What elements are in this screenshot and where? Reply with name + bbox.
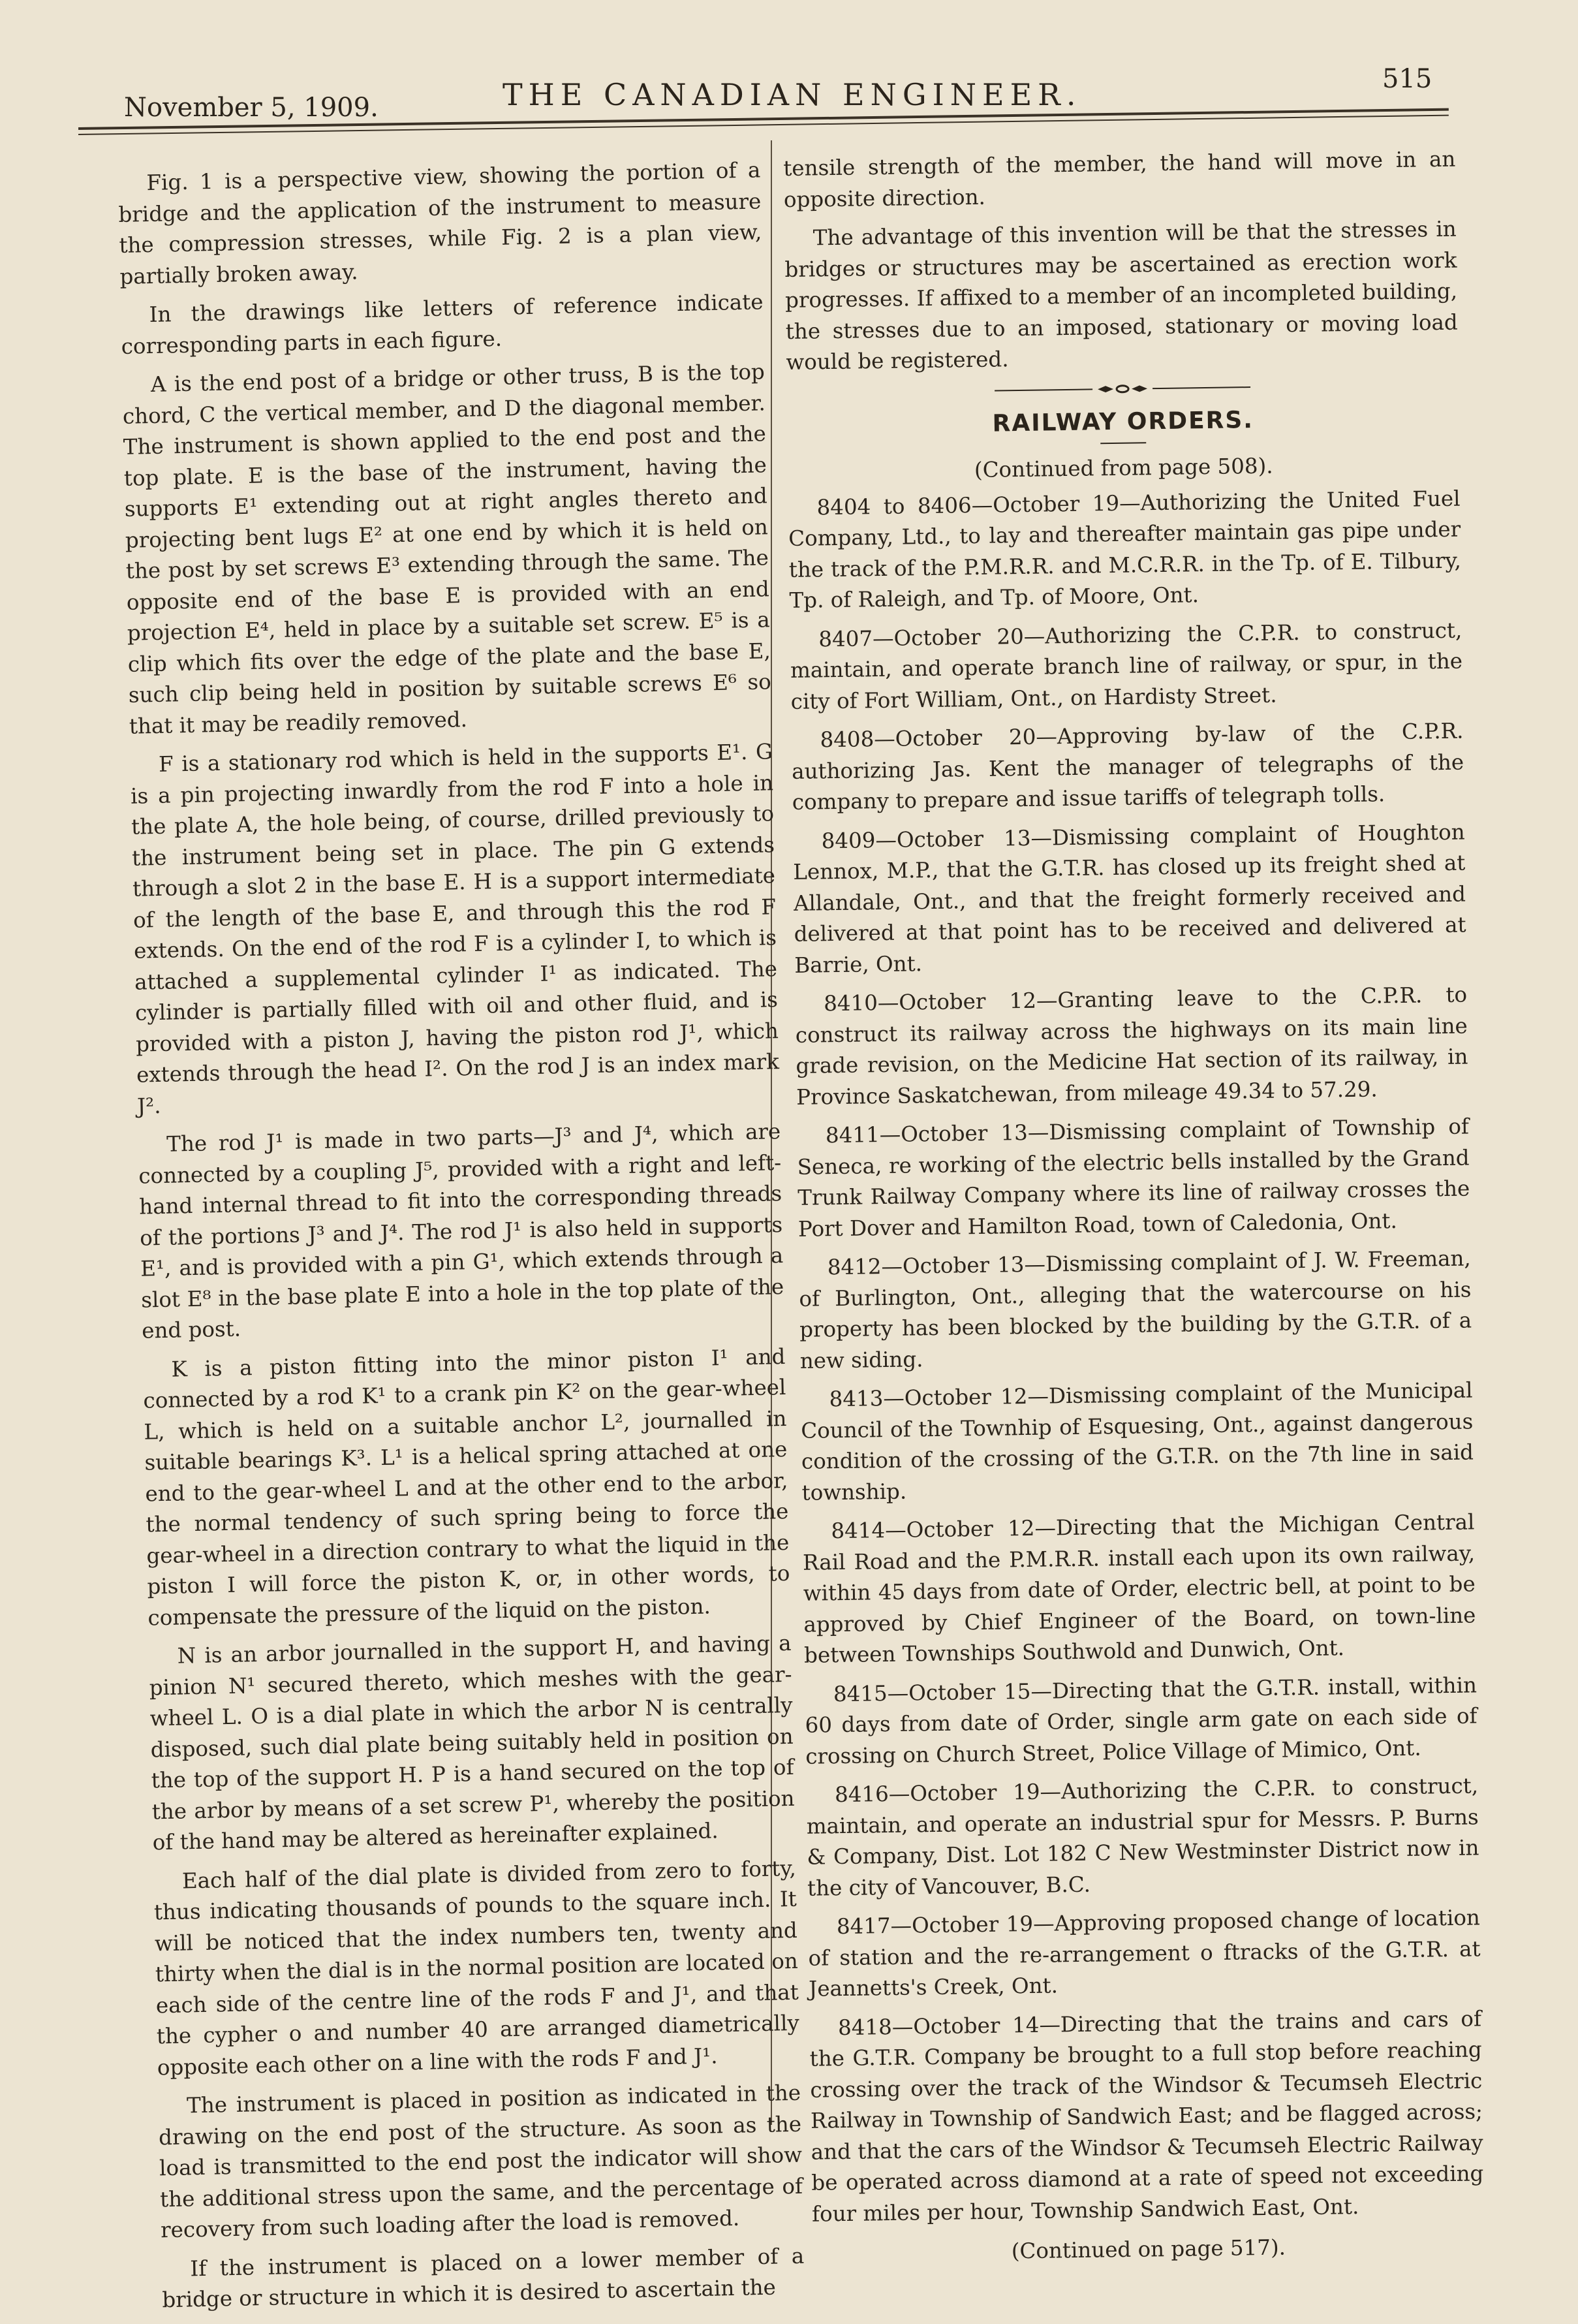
order-item: 8412—October 13—Dismissing complaint of J. W. Freeman, of Burlington, Ont., alleging that the watercourse on his property has been blocked by the building by the G.T.R. of a new siding. (799, 1246, 1472, 1374)
left-column (117, 155, 805, 2323)
page-number: 515 (1382, 64, 1432, 94)
ornament-line-left (995, 388, 1092, 391)
paragraph: The instrument is placed in position as indicated in the drawing on the end post of the structure. As soon as the load is transmitted to the end post the indicator will show the additional stress upon the same, and the percentage of recovery from such loading after the load is removed. (158, 2080, 803, 2243)
journal-title: THE CANADIAN ENGINEER. (503, 77, 1082, 112)
paragraph: If the instrument is placed on a lower member of a bridge or structure in which it is desired to ascertain the (162, 2243, 805, 2313)
paragraph: N is an arbor journalled in the support H, and having a pinion N¹ secured thereto, which meshes with the gear-wheel L. O is a dial plate in which the arbor N is centrally disposed, such dial plate being suitably held in position on the top of the support H. P is a hand secured on the top of the arbor by means of a set screw P¹, whereby the position of the hand may be altered as hereinafter explained. (149, 1630, 795, 1855)
order-item: 8417—October 19—Approving proposed change of location of station and the re-arrangement o ftracks of the G.T.R. at Jeannetts's Creek, Ont. (808, 1905, 1481, 2002)
ornament-line-right (1153, 386, 1250, 389)
paragraph: The rod J¹ is made in two parts—J³ and J⁴, which are connected by a coupling J⁵, provided with a right and left-hand internal thread to fit into the corresponding threads of the portions J³ and J⁴. The rod J¹ is also held in supports E¹, and is provided with a pin G¹, which extends through a slot E⁸ in the base plate E into a hole in the top plate of the end post. (138, 1119, 784, 1343)
continued-on-note: (Continued on page 517). (1011, 2235, 1286, 2264)
order-item: 8416—October 19—Authorizing the C.P.R. to construct, maintain, and operate an industrial spur for Messrs. P. Burns & Company, Dist. Lot 182 C New Westminster District now in the city of Vancouver, B.C. (806, 1773, 1479, 1901)
order-item: 8411—October 13—Dismissing complaint of Township of Seneca, re working of the electric bells installed by the Grand Trunk Railway Company where its line of railway crosses the Port Dover and Hamilton Road, town of Caledonia, Ont. (797, 1114, 1470, 1242)
order-item: 8413—October 12—Dismissing complaint of the Municipal Council of the Townhip of Esquesing, Ont., against dangerous condition of the crossing of the G.T.R. on the 7th line in said township. (801, 1377, 1474, 1505)
paragraph: In the drawings like letters of reference indicate corresponding parts in each figure. (121, 289, 764, 359)
order-item: 8410—October 12—Granting leave to the C.P.R. to construct its railway across the highways on its main line grade revision, on the Medicine Hat section of its railway, in Province Saskatchewan, from mileage 49.34 to 57.29. (795, 982, 1468, 1110)
paragraph: A is the end post of a bridge or other truss, B is the top chord, C the vertical member, and D the diagonal member. The instrument is shown applied to the end post and the top plate. E is the base of the instrument, having the supports E¹ extending out at right angles thereto and projecting bent lugs E² at one end by which it is held on the post by set screws E³ extending through the same. The opposite end of the base E is provided with an end projection E⁴, held in place by a suitable set screw. E⁵ is a clip which fits over the edge of the plate and the base E, such clip being held in position by suitable screws E⁶ so that it may be readily removed. (122, 359, 772, 739)
order-item: 8407—October 20—Authorizing the C.P.R. to construct, maintain, and operate branch line of railway, or spur, in the city of Fort William, Ont., on Hardisty Street. (790, 618, 1463, 714)
order-item: 8408—October 20—Approving by-law of the C.P.R. authorizing Jas. Kent the manager of telegraphs of the company to prepare and issue tariffs of telegraph tolls. (791, 718, 1464, 815)
paragraph: The advantage of this invention will be that the stresses in bridges or structures may be ascertained as erection work progresses. If affixed to a member of an incompleted building, the stresses due to an imposed, stationary or moving load would be registered. (784, 216, 1458, 375)
order-item: 8409—October 13—Dismissing complaint of Houghton Lennox, M.P., that the G.T.R. has closed up its freight shed at Allandale, Ont., and that the freight formerly received and delivered at that point has to be received and delivered at Barrie, Ont. (793, 819, 1466, 978)
section-ornament (786, 377, 1459, 400)
continued-from-note: (Continued from page 508). (974, 453, 1273, 482)
order-item: 8418—October 14—Directing that the trains and cars of the G.T.R. Company be brought to a full stop before reaching crossing over the track of the Windsor & Tecumseh Electric Railway in Township of Sandwich East; and be flagged across; and that the cars of the Windsor & Tecumseh Electric Railway be operated across diamond at a rate of speed not exceeding four miles per hour, Township Sandwich East, Ont. (809, 2005, 1484, 2227)
section-title: RAILWAY ORDERS. (992, 406, 1254, 437)
paragraph: F is a stationary rod which is held in the supports E¹. G is a pin projecting inwardly from the rod F into a hole in the plate A, the hole being, of course, drilled previously to the instrument being set in place. The pin G extends through a slot 2 in the base E. H is a support intermediate of the length of the base E, and through this the rod F extends. On the end of the rod F is a cylinder I, to which is attached a supplemental cylinder I¹ as indicated. The cylinder is partially filled with oil and other fluid, and is provided with a piston J, having the piston rod J¹, which extends through the head I². On the rod J is an index mark J². (130, 739, 780, 1119)
fleuron-icon (1096, 382, 1149, 396)
order-item: 8414—October 12—Directing that the Michigan Central Rail Road and the P.M.R.R. install each upon its own railway, within 45 days from date of Order, electric bell, at point to be approved by Chief Engineer of the Board, on town-line between Townships Southwold and Dunwich, Ont. (802, 1509, 1476, 1668)
right-column (783, 144, 1485, 2278)
title-rule (1100, 442, 1146, 444)
paragraph: tensile strength of the member, the hand will move in an opposite direction. (783, 146, 1456, 212)
order-item: 8404 to 8406—October 19—Authorizing the United Fuel Company, Ltd., to lay and thereafter maintain gas pipe under the track of the P.M.R.R. and M.C.R.R. in the Tp. of E. Tilbury, Tp. of Raleigh, and Tp. of Moore, Ont. (788, 486, 1462, 613)
paragraph: K is a piston fitting into the minor piston I¹ and connected by a rod K¹ to a crank pin K² on the gear-wheel L, which is held on a suitable anchor L², journalled in suitable bearings K³. L¹ is a helical spring attached at one end to the gear-wheel L and at the other end to the arbor, the normal tendency of such spring being to force the gear-wheel in a direction contrary to what the liquid in the piston I will force the piston K, or, in other words, to compensate the pressure of the liquid on the piston. (143, 1343, 790, 1631)
paragraph: Fig. 1 is a perspective view, showing the portion of a bridge and the application of the instrument to measure the compression stresses, while Fig. 2 is a plan view, partially broken away. (118, 157, 762, 289)
paragraph: Each half of the dial plate is divided from zero to forty, thus indicating thousands of pounds to the square inch. It will be noticed that the index numbers ten, twenty and thirty when the dial is in the normal position are located on each side of the centre line of the rods F and J¹, and that the cypher o and number 40 are arranged diametrically opposite each other on a line with the rods F and J¹. (153, 1855, 800, 2080)
order-item: 8415—October 15—Directing that the G.T.R. install, within 60 days from date of Order, single arm gate on each side of crossing on Church Street, Police Village of Mimico, Ont. (805, 1672, 1477, 1769)
issue-date: November 5, 1909. (124, 93, 379, 123)
